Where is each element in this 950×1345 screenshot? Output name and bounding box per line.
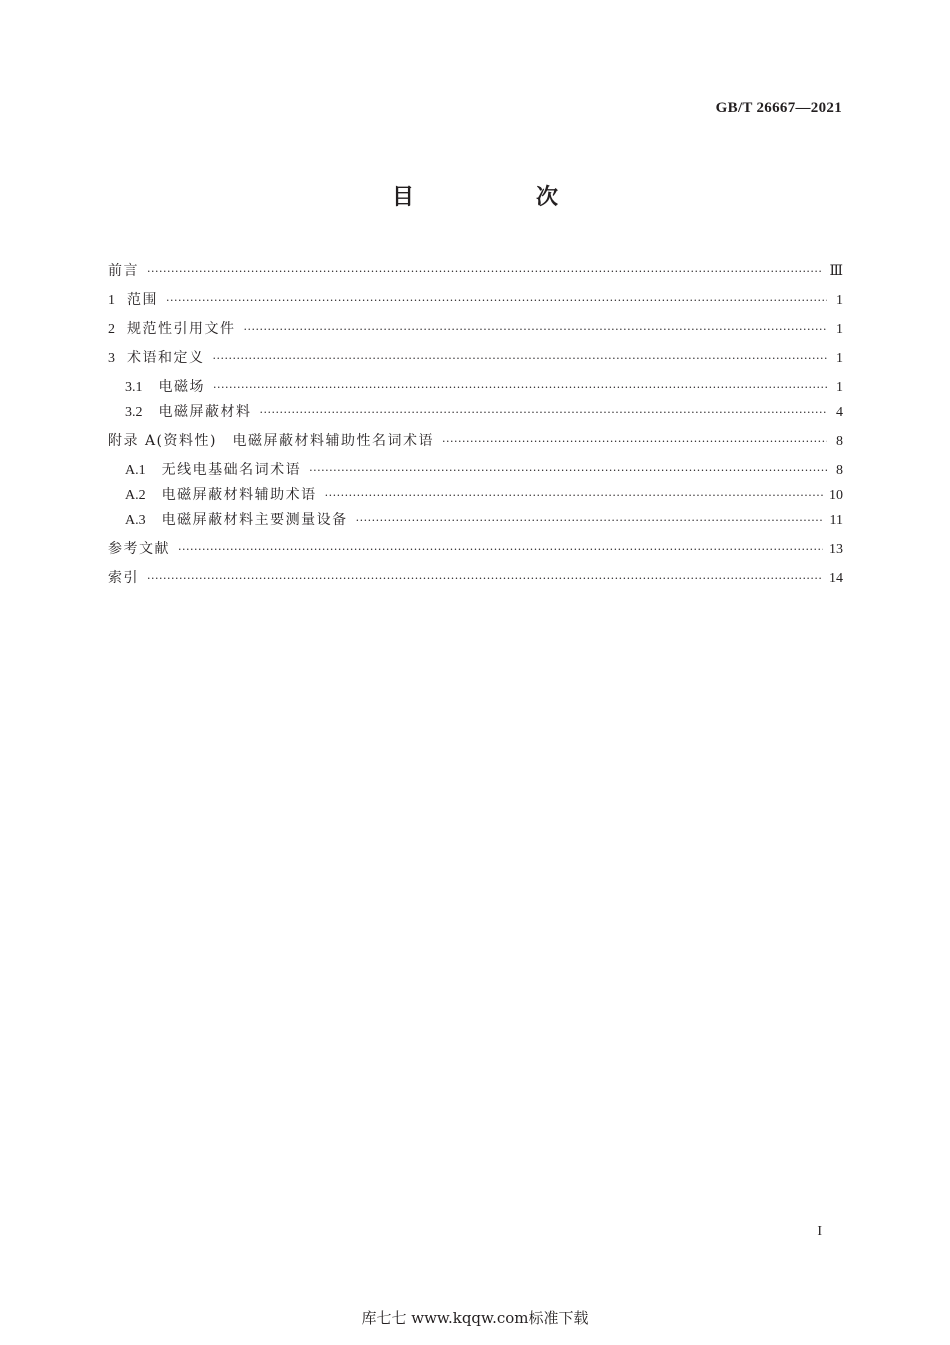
toc-page: 1	[836, 293, 843, 308]
standard-code: GB/T 26667—2021	[715, 100, 842, 116]
toc-page: Ⅲ	[829, 264, 843, 279]
toc-entry-3-1[interactable]	[108, 375, 843, 400]
toc-entry-3-2[interactable]	[108, 400, 843, 425]
toc-entry-terms-definitions[interactable]	[108, 346, 843, 371]
toc-number: 1	[108, 293, 115, 308]
toc-page: 1	[836, 351, 843, 366]
toc-label: 范围	[127, 292, 158, 308]
toc-label: 前言	[108, 263, 139, 279]
toc-label: 参考文献	[108, 541, 170, 557]
toc-entry-bibliography[interactable]	[108, 537, 843, 562]
toc-leader	[213, 346, 828, 371]
toc-leader	[147, 259, 823, 284]
toc-entry-index[interactable]	[108, 566, 843, 591]
toc-leader	[213, 375, 827, 400]
toc-number: 2	[108, 322, 115, 337]
toc-label: 电磁屏蔽材料	[158, 404, 252, 420]
toc-entry-a-3[interactable]	[108, 508, 843, 533]
toc-leader	[260, 400, 828, 425]
toc-entry-a-2[interactable]	[108, 483, 843, 508]
footer-watermark: 库七七 www.kqqw.com标准下载	[361, 1309, 589, 1327]
toc-page: 4	[836, 405, 843, 420]
toc-entry-annex-a[interactable]	[108, 429, 843, 454]
toc-number: 3.1	[125, 380, 143, 395]
toc-number: A.2	[125, 488, 146, 503]
toc-leader	[244, 317, 828, 342]
toc-number: A.1	[125, 463, 146, 478]
toc-leader	[356, 508, 824, 533]
toc-page: 1	[836, 380, 843, 395]
table-of-contents	[108, 259, 843, 591]
toc-label: 规范性引用文件	[127, 321, 236, 337]
toc-number: 3	[108, 351, 115, 366]
toc-number: 3.2	[125, 405, 143, 420]
toc-page: 14	[829, 571, 843, 586]
toc-label: 无线电基础名词术语	[161, 462, 302, 478]
toc-page: 10	[829, 488, 843, 503]
toc-page: 11	[829, 513, 843, 528]
toc-label: 电磁屏蔽材料辅助术语	[161, 487, 317, 503]
toc-leader	[147, 566, 823, 591]
page-number: I	[817, 1224, 822, 1239]
toc-page: 1	[836, 322, 843, 337]
toc-entry-normative-references[interactable]	[108, 317, 843, 342]
page-title: 目 次	[391, 185, 608, 210]
toc-entry-scope[interactable]	[108, 288, 843, 313]
toc-label: 电磁场	[158, 379, 205, 395]
toc-label: 电磁屏蔽材料主要测量设备	[161, 512, 348, 528]
toc-page: 13	[829, 542, 843, 557]
toc-entry-a-1[interactable]	[108, 458, 843, 483]
toc-page: 8	[836, 463, 843, 478]
toc-page: 8	[836, 434, 843, 449]
toc-leader	[166, 288, 827, 313]
toc-leader	[309, 458, 827, 483]
toc-leader	[325, 483, 823, 508]
toc-leader	[178, 537, 823, 562]
toc-number: A.3	[125, 513, 146, 528]
toc-label: 术语和定义	[127, 350, 205, 366]
toc-label: 附录 A(资料性) 电磁屏蔽材料辅助性名词术语	[108, 433, 434, 449]
toc-label: 索引	[108, 570, 139, 586]
toc-leader	[442, 429, 827, 454]
toc-entry-foreword[interactable]	[108, 259, 843, 284]
